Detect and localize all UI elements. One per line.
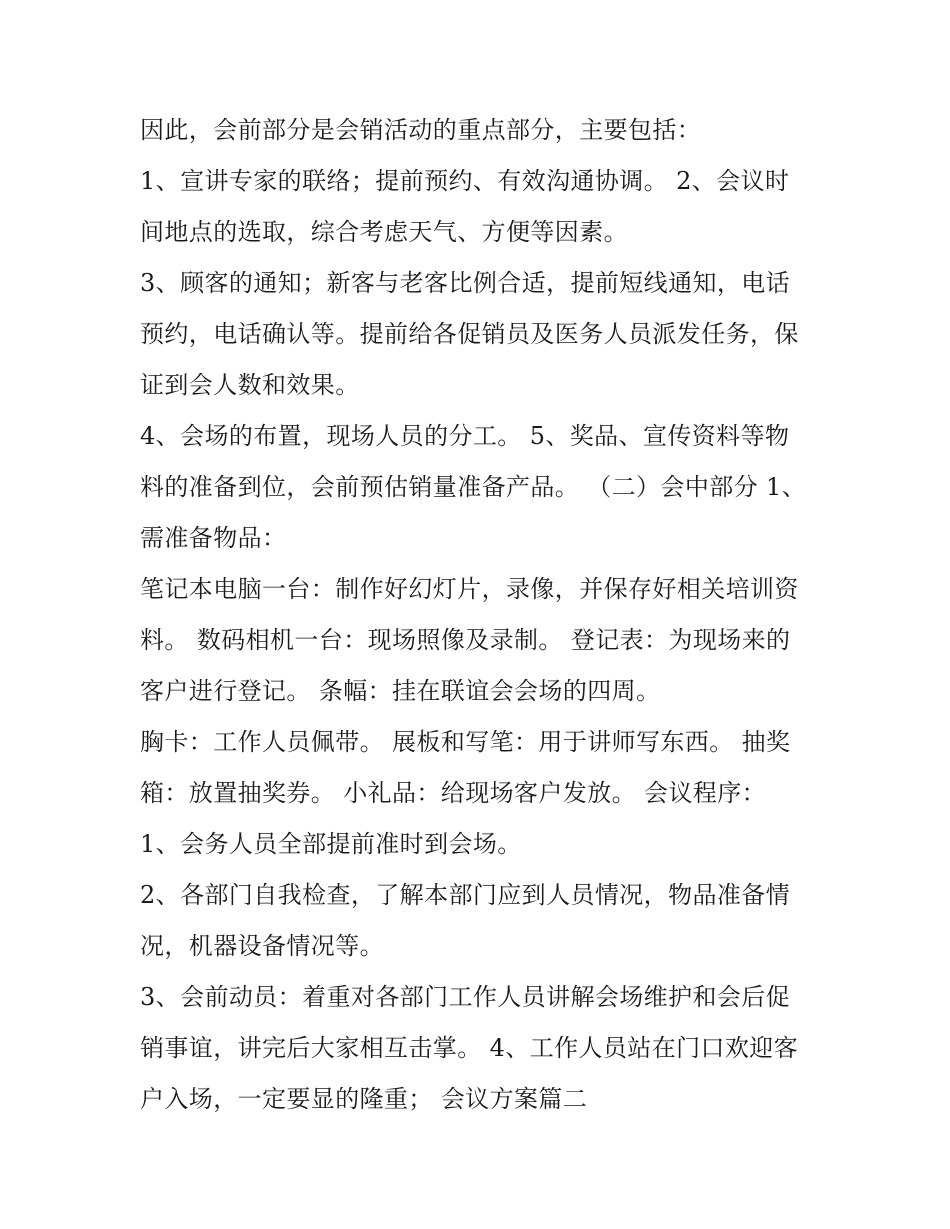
text-line: 客户进行登记。 条幅：挂在联谊会会场的四周。 — [140, 677, 661, 705]
text-line: 1、宣讲专家的联络；提前预约、有效沟通协调。 2、会议时 — [140, 167, 790, 195]
text-line: 料的准备到位，会前预估销量准备产品。 （二）会中部分 1、 — [140, 473, 807, 501]
text-line: 笔记本电脑一台：制作好幻灯片，录像，并保存好相关培训资 — [140, 575, 799, 603]
text-line: 3、会前动员：着重对各部门工作人员讲解会场维护和会后促 — [140, 983, 791, 1011]
text-line: 箱：放置抽奖券。 小礼品：给现场客户发放。 会议程序： — [140, 779, 767, 807]
text-line: 证到会人数和效果。 — [140, 371, 360, 399]
text-line: 料。 数码相机一台：现场照像及录制。 登记表：为现场来的 — [140, 626, 791, 654]
document-body — [140, 108, 830, 1128]
text-line: 销事谊，讲完后大家相互击掌。 4、工作人员站在门口欢迎客 — [140, 1034, 799, 1062]
text-line: 预约，电话确认等。提前给各促销员及医务人员派发任务，保 — [140, 320, 799, 348]
text-line: 4、会场的布置，现场人员的分工。 5、奖品、宣传资料等物 — [140, 422, 790, 450]
text-line: 间地点的选取，综合考虑天气、方便等因素。 — [140, 218, 628, 246]
text-line: 2、各部门自我检查，了解本部门应到人员情况，物品准备情 — [140, 881, 791, 909]
text-line: 需准备物品： — [140, 524, 287, 552]
text-line: 胸卡：工作人员佩带。 展板和写笔：用于讲师写东西。 抽奖 — [140, 728, 791, 756]
text-line: 1、会务人员全部提前准时到会场。 — [140, 830, 522, 858]
text-line: 况，机器设备情况等。 — [140, 932, 384, 960]
text-line: 户入场，一定要显的隆重； 会议方案篇二 — [140, 1085, 588, 1113]
text-line: 3、顾客的通知；新客与老客比例合适，提前短线通知，电话 — [140, 269, 791, 297]
text-line: 因此，会前部分是会销活动的重点部分，主要包括： — [140, 116, 702, 144]
